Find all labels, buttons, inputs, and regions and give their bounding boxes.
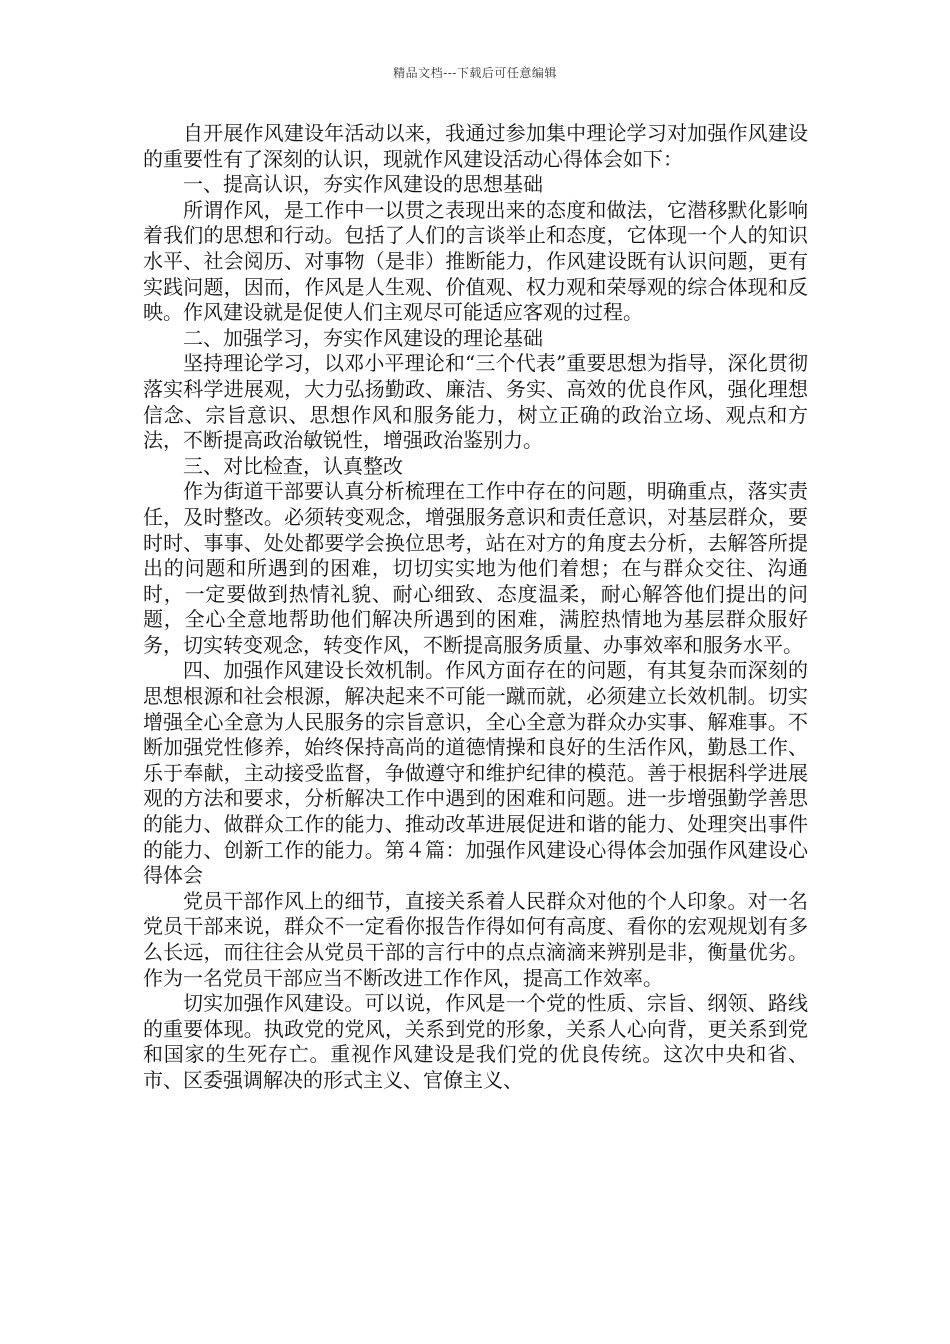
page-header: 精品文档---下载后可任意编辑: [393, 66, 557, 80]
paragraph-3: 作为街道干部要认真分析梳理在工作中存在的问题，明确重点，落实责任，及时整改。必须转变观念，增强服务意识和责任意识，对基层群众，要时时、事事、处处都要学会换位思考，站在对方的角度去分析，去解答所提出的问题和所遇到的困难，切切实实地为他们着想；在与群众交往、沟通时，一定要做到热情礼貌、耐心细致、态度温柔，耐心解答他们提出的问题，全心全意地帮助他们解决所遇到的困难，满腔热情地为基层群众服好务，切实转变观念，转变作风，不断提高服务质量、办事效率和服务水平。: [143, 479, 808, 657]
paragraph-1: 所谓作风，是工作中一以贯之表现出来的态度和做法，它潜移默化影响着我们的思想和行动。包括了人们的言谈举止和态度，它体现一个人的知识水平、社会阅历、对事物（是非）推断能力，作风建设既有认识问题，更有实践问题，因而，作风是人生观、价值观、权力观和荣辱观的综合体现和反映。作风建设就是促使人们主观尽可能适应客观的过程。: [143, 197, 808, 325]
paragraph-6: 切实加强作风建设。可以说，作风是一个党的性质、宗旨、纲领、路线的重要体现。执政党的党风，关系到党的形象，关系人心向背，更关系到党和国家的生死存亡。重视作风建设是我们党的优良传统。这次中央和省、市、区委强调解决的形式主义、官僚主义、: [143, 991, 808, 1092]
document-body: [143, 121, 808, 1094]
paragraph-4: 四、加强作风建设长效机制。作风方面存在的问题，有其复杂而深刻的思想根源和社会根源，解决起来不可能一蹴而就，必须建立长效机制。切实增强全心全意为人民服务的宗旨意识，全心全意为群众办实事、解难事。不断加强党性修养，始终保持高尚的道德情操和良好的生活作风，勤恳工作、乐于奉献，主动接受监督，争做遵守和维护纪律的模范。善于根据科学进展观的方法和要求，分析解决工作中遇到的困难和问题。进一步增强勤学善思的能力、做群众工作的能力、推动改革进展促进和谐的能力、处理突出事件的能力、创新工作的能力。第４篇：加强作风建设心得体会加强作风建设心得体会: [143, 658, 808, 888]
paragraph-2: 坚持理论学习，以邓小平理论和“三个代表”重要思想为指导，深化贯彻落实科学进展观，大力弘扬勤政、廉洁、务实、高效的优良作风，强化理想信念、宗旨意识、思想作风和服务能力，树立正确的政治立场、观点和方法，不断提高政治敏锐性，增强政治鉴别力。: [143, 351, 808, 453]
section-heading-3: 三、对比检查，认真整改: [183, 453, 403, 478]
section-heading-2: 二、加强学习，夯实作风建设的理论基础: [183, 325, 543, 350]
section-heading-1: 一、提高认识，夯实作风建设的思想基础: [183, 172, 543, 197]
paragraph-5: 党员干部作风上的细节，直接关系着人民群众对他的个人印象。对一名党员干部来说，群众不一定看你报告作得如何有高度、看你的宏观规划有多么长远，而往往会从党员干部的言行中的点点滴滴来辨别是非，衡量优劣。作为一名党员干部应当不断改进工作作风，提高工作效率。: [143, 888, 808, 990]
paragraph-intro: 自开展作风建设年活动以来，我通过参加集中理论学习对加强作风建设的重要性有了深刻的认识，现就作风建设活动心得体会如下：: [143, 121, 808, 171]
